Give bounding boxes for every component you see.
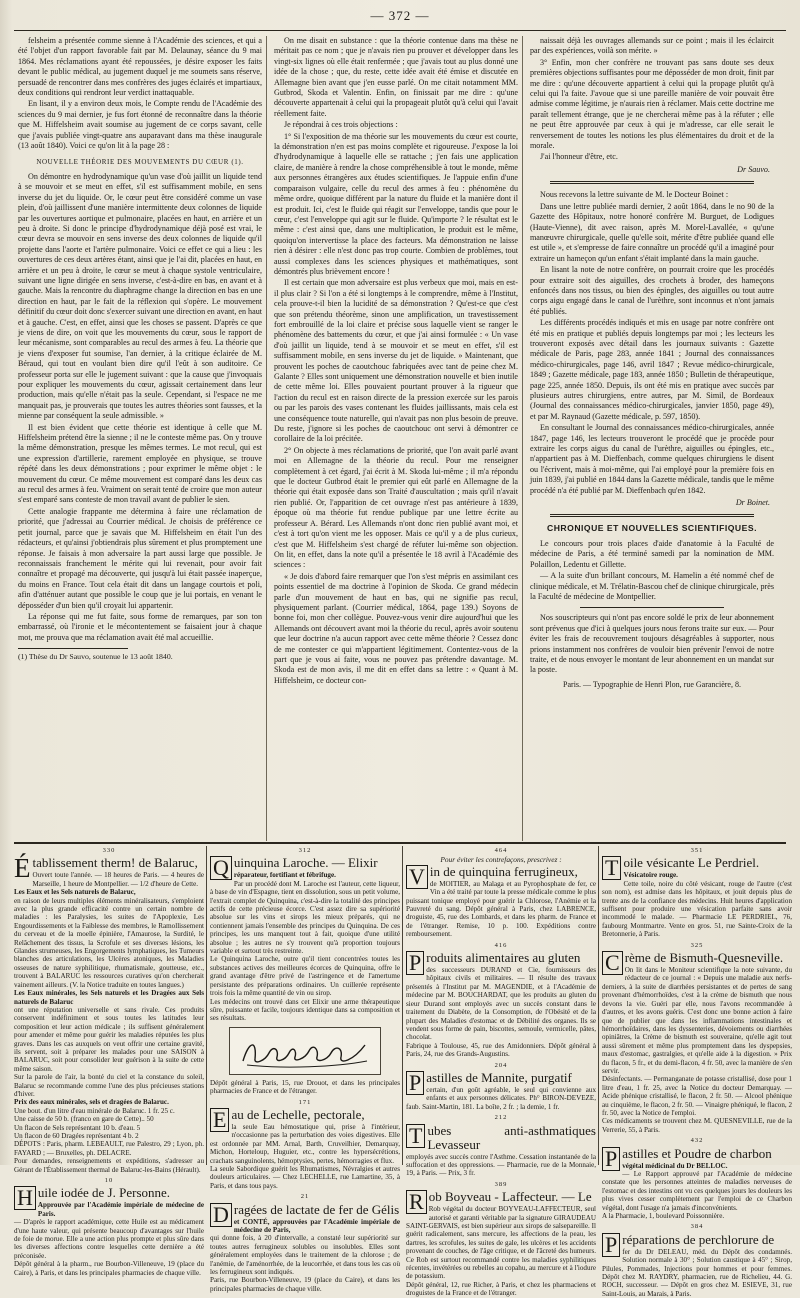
ad-number: 384: [690, 1223, 704, 1231]
ad-depots: DÉPOTS : Paris, pharm. LEBEAULT, rue Palestro, 29 ; Lyon, ph. FAYARD ; — Bruxelles, ph. DELACRE.: [14, 1140, 204, 1157]
dropcap: P: [406, 1071, 424, 1095]
dropcap: R: [406, 1190, 427, 1214]
ad-subtitle: Approuvée par l'Académie impériale de médecine de Paris.: [37, 1201, 204, 1218]
ad-huile-iodee: [14, 1177, 204, 1277]
ad-perchlorure-fer: [602, 1223, 792, 1298]
ad-title-text: ubes anti-asthmatiques Levasseur: [427, 1122, 596, 1152]
ad-title: [602, 1231, 792, 1257]
page-number: — 372 —: [370, 8, 430, 23]
ad-contact: Pour demandes, renseignements et expéditions, s'adresser au Gérant de l'Établissement thermal de Balaruc-les-Bains (Hérault).: [14, 1157, 204, 1174]
ad-depots: Fabrique à Toulouse, 45, rue des Amidonniers. Dépôt général à Paris, 24, rue des Grands-Augustins.: [406, 1041, 596, 1059]
footnote-rule: [18, 648, 128, 649]
ad-title: [406, 1189, 596, 1215]
ad-number: 10: [104, 1177, 114, 1185]
paragraph: Dans une lettre publiée mardi dernier, 2 août 1864, dans le no 90 de la Gazette des Hôpitaux, notre honoré confrère M. Burguet, de Lodigues (Haute-Vienne), dit avec raison, après M. Morel-Lavallée, « qu'une manœuvre chirurgicale, quelle qu'elle soit, mérite d'être publiée quand elle est utile », et s'empresse de faire connaître un procédé qu'il a imaginé pour extraire un hameçon qu'un enfant s'était implanté dans la main gauche.: [530, 201, 774, 263]
dropcap: C: [602, 951, 623, 975]
ad-number: 416: [494, 941, 508, 949]
ad-dragees-gelis: [210, 1193, 400, 1293]
paragraph: Je répondrai à ces trois objections :: [284, 120, 398, 130]
ad-pastilles-mannite: [406, 1062, 596, 1112]
ad-text: qui donne fois, à 20 d'intervalle, a constaté leur supériorité sur toutes autres ferrugineux solubles ou insolubles. Elles sont généralement employées dans le traitement de la chlorose ; de l'anémie, de l'aménorrhée, de la leucorrhée, et dans tous les cas où les ferrugineux sont indiqués.: [210, 1234, 400, 1277]
column-divider: [402, 846, 403, 1165]
ad-title-text: rème de Bismuth-Quesneville.: [624, 950, 784, 966]
ad-title-text: réparations de perchlorure de: [622, 1231, 775, 1247]
ad-price-line: Un flacon de 60 Dragées représentant 4 b. 2: [14, 1132, 139, 1140]
dropcap: E: [210, 1108, 229, 1132]
ad-text: ont une réputation universelle et sans rivale. Ces produits conservent indéfiniment et sous toutes les latitudes leur composition et leur action médicale ; ils suffisent généralement pour amender et même pour guérir les maladies réputées les plus graves. Dans les cas auxquels on veut offrir une certaine gravité, ils servent, soit à préparer les malades pour une SAISON à BALARUC, soit pour consolider leur guérison à la suite de cette même saison.: [14, 1005, 204, 1073]
paragraph: Nos souscripteurs qui n'ont pas encore soldé le prix de leur abonnement sont prévenus que d'ici à quelques jours nous ferons traite sur eux. — Pour éviter les frais de recouvrement toujours désagréables à supporter, nous prions instamment nos confrères de vouloir bien prévenir l'envoi de notre traite, et de nous envoyer le montant de leur abonnement en un mandat sur la poste.: [530, 613, 774, 675]
ad-text: Sur la parole de l'air, la bonté du ciel et la constance du soleil, Balaruc se recommande comme l'une des plus précieuses stations d'hiver.: [14, 1073, 204, 1098]
column-divider: [522, 36, 523, 841]
paragraph: En lisant, il y a environ deux mois, le Compte rendu de l'Académie des sciences du 9 mai dernier, je fus fort étonné de reconnaître dans la théorie que M. Hiffelsheim avait soumise au jugement de ce corps savant, celle que j'avais publiée vingt-quatre ans auparavant dans ma thèse inaugurale (13 août 1840). Voici ce qu'on lit à la page 28 :: [18, 99, 262, 151]
ad-text: On lit dans le Moniteur scientifique la note suivante, du rédacteur de ce journal : « Depuis une maladie aux nerfs-derniers, à la suite de diarrhées persistantes et de pertes de sang provenant d'hémorrhoïdes, c'est à la crème de bismuth que nous devons la vie. Guéri par elle, nous l'avons recommandée à d'autres, et les avons guéris. C'est donc une bonne action à faire que de publier que dans les inflammations intestinales et hémorrhoïdaires, dans les dyssenteries, dévoiements ou diarrhées opiniâtres, la Crème de bismuth est souveraine, qu'elle agit tout aussi sûrement et même plus promptement dans les dyspepsies, maux d'estomac, gastralgies, et qu'elle aide à la digestion. » Prix du flacon, 5 fr., et du demi-flacon, 4 fr. 50, avec la manière de s'en servir.: [602, 966, 792, 1075]
ad-text: — D'après le rapport académique, cette Huile est au médicament d'une haute valeur, qui présente beaucoup d'avantages sur l'huile de foie de morue. Elle a une action plus prompte et plus sûre dans les diverses affections contre lesquelles cette dernière a été préconisée.: [14, 1218, 204, 1260]
ad-text: fer du Dr DELEAU, méd. du Dépôt des condamnés. Solution normale à 30° ; Solution caustique à 45° ; Sirop, Pilules, Pommades, Injections pour hommes et pour femmes. Dépôt chez M. RAYDRY, pharmacien, rue de Richelieu, 44. G. ROCH, successeur. — Dépôt en gros chez M. ESIEVE, 31, rue Saint-Louis, au Marais, à Paris.: [602, 1247, 792, 1298]
ad-produits-gluten: [406, 942, 596, 1059]
ad-price-line: Un flacon de Sels représentant 10 b. d'eau. 5: [14, 1123, 141, 1132]
paragraph: 1° Si l'exposition de ma théorie sur les mouvements du cœur est courte, la démonstration n'en est pas moins complète et rigoureuse. J'expose la loi d'hydrodynamique à laquelle elle se rattache ; j'en fais une application claire, de manière à rendre la chose compréhensible à tout le monde, même aux personnes étrangères aux études scientifiques. Je l'appuie enfin d'une comparaison vulgaire, celle du recul des armes à feu : phénomène du même ordre, quoique différent par la nature du fluide et la manière dont il est produit. Ici, c'est le fluide qui réagit sur l'enveloppe, tandis que pour le cœur, c'est l'enveloppe qui agit sur le fluide. Qu'importe ? le résultat est le même : c'est ainsi que, dans une multiplication, le produit est le même, quoiqu'on intervertisse la place des facteurs. Ma démonstration ne laisse rien à désirer : elle n'est donc pas trop courte. Combien de problèmes, tout aussi complexes dans les sciences physiques et mathématiques, sont démontrés plus brièvement encore !: [274, 131, 518, 276]
signature: Dr Sauvo.: [737, 164, 770, 174]
signature-image: [235, 1031, 375, 1071]
ad-text: Désinfectants. — Permanganate de potasse cristallisé, dose pour 1 litre d'eau, 1 fr. 25, avec la Notice du docteur Demarquay. — Acide phénique cristallisé, le flacon, 2 fr. 50. — Alcool phénique au cinquième, le flacon, 2 fr. 50. — Vinaigre phéniqué, le flacon, 2 fr. 50, avec la Notice de l'emploi.: [602, 1075, 792, 1117]
ad-number: 212: [494, 1114, 508, 1122]
ad-depots: A la Pharmacie, 1, boulevard Poissonnière.: [602, 1212, 725, 1221]
ad-number: 330: [102, 847, 116, 854]
paragraph: naissait déjà les ouvrages allemands sur ce point ; mais il les éclaircit par des expériences, voilà son mérite. »: [530, 36, 774, 56]
paragraph: Le concours pour trois places d'aide d'anatomie à la Faculté de médecine de Paris, a été terminé samedi par la nomination de MM. Polaillon, Ledentu et Gillette.: [530, 538, 774, 569]
ad-intro: Pour éviter les contrefaçons, prescrivez :: [440, 855, 562, 865]
ad-title: [406, 950, 596, 976]
paragraph: 2° On objecte à mes réclamations de priorité, que l'on avait parlé avant moi en Allemagne de la théorie du recul. Pour me renseigner complètement à cet égard, j'ai écrit à M. Skoda lui-même ; il m'a répondu que le docteur Gutbrod était le premier qui eût parlé en Allemagne de la théorie qui était exposée dans son Traité d'auscultation ; mais qu'il n'avait rien publié. Or, l'apparition de cet ouvrage n'est pas antérieure à 1839, époque où ma théorie fut rendue publique par une lettre écrite au professeur A. Bérard. Les Allemands n'ont donc rien publié avant moi, et c'est à tort qu'on vient me les opposer. Mais ce qu'il y a de plus curieux, c'est que M. Hiffelsheim s'est chargé de réfuter lui-même son objection. On lit, en effet, dans la note qu'il a présentée le 18 avril à l'Académie des sciences :: [274, 445, 518, 570]
ad-rob-boyveau: [406, 1181, 596, 1298]
dropcap: Q: [210, 856, 232, 880]
ad-charbon-belloc: [602, 1137, 792, 1220]
ad-title-text: tablissement therm! de Balaruc,: [32, 855, 198, 871]
ad-text: — Le Rapport approuvé par l'Académie de médecine constate que les personnes atteintes de maladies nerveuses de l'estomac et des intestins ont vu ces quelques jours les douleurs les plus vives cesser complètement par l'emploi de ce Charbon végétal, dont l'usage n'a jamais d'inconvénients.: [602, 1170, 792, 1212]
article-column-3: [530, 36, 774, 846]
ad-subtitle: et CONTÉ, approuvées par l'Académie impériale de médecine de Paris,: [233, 1217, 400, 1234]
dropcap: T: [406, 1124, 425, 1148]
ad-number: 21: [300, 1193, 310, 1201]
paragraph: En lisant la note de notre confrère, on pourrait croire que les procédés pour extraire soit des aiguilles, des crochets à broder, des hameçons enfoncés dans nos tissus, ou bien des épingles, des aiguilles ou tout autre corps aigu engagé dans le canal de l'urèthre, sont inconnus et n'ont jamais été publiés.: [530, 265, 774, 316]
handwritten-signature: [229, 1027, 381, 1075]
signature: Dr Boinet.: [735, 498, 770, 508]
ad-subtitle: Les Eaux et les Sels naturels de Balaruc,: [14, 888, 136, 897]
ad-price-line: Une bout. d'un litre d'eau minérale de Balaruc. 1 fr. 25 c.: [14, 1106, 175, 1115]
ad-number: 351: [690, 847, 704, 854]
paragraph: Il est bien évident que cette théorie est identique à celle que M. Hiffelsheim prétend être la sienne ; il ne le conteste même pas. On y trouve la même démonstration, presque les mêmes termes. Le mot recul, qui est une expression d'artillerie, rarement employée en physique, se trouve répété dans les deux démonstrations ; pour exprimer le même objet : le mouvement du cœur. Ce même mouvement est comparé dans les deux cas au recul des armes à feu. Vraiment on serait tenté de croire que mon auteur s'est emparé sans conteste de mon travail avant de publier le sien.: [18, 422, 262, 505]
ad-title-text: roduits alimentaires au gluten: [426, 950, 581, 966]
ad-text: Ouvert toute l'année. — 18 heures de Paris. — 4 heures de Marseille, 1 heure de Montpellier. — 1/2 d'heure de Cette.: [32, 871, 204, 888]
paragraph: On me disait en substance : que la théorie contenue dans ma thèse ne méritait pas ce nom ; que je n'avais rien pu prouver et développer dans les vingt-six lignes où elle était renfermée ; que j'avais tout au plus donné une idée de la chose ; que, du reste, cette idée avait été émise et discutée en Allemagne bien avant que j'en eusse parlé. On me citait notamment MM. Gutbrod, Skoda et Valentin. Enfin, on finissait par me dire : qu'une découverte appartenait à celui qui la propageait plutôt qu'à celui qui l'avait réellement faite.: [274, 36, 518, 118]
ad-depots: Dépôt général, 12, rue Richer, à Paris, et chez les pharmaciens et droguistes de la France et de l'étranger.: [406, 1280, 596, 1298]
ad-number: 389: [494, 1180, 508, 1188]
dropcap: D: [210, 1203, 232, 1227]
ad-text: Le Quinquina Laroche, outre qu'il tient concentrées toutes les substances actives des meilleures écorces de Quinquina, offre le grand avantage d'être privé de l'astringence et de l'amertume persistante des préparations ordinaires. Un cuillerée représente trois fois la même quantité de vin ou sirop.: [210, 955, 400, 998]
ad-depots: Ces médicaments se trouvent chez M. QUESNEVILLE, rue de la Verrerie, 55, à Paris.: [602, 1117, 792, 1134]
paragraph: Il est certain que mon adversaire est plus verbeux que moi, mais en est-il plus clair ? Si l'on a été si longtemps à le comprendre, même à l'Institut, cela prouve-t-il bien la lucidité de sa démonstration ? Qu'est-ce que c'est que son prétendu théorème, sinon une amplification, un travestissement fort embrouillé de la loi claire et précise sous laquelle vient se ranger le phénomène des battements du cœur, et que j'ai ainsi formulée : « Un vase d'où jaillit un liquide, tend à se mouvoir et se meut en effet, s'il est suffisamment mobile, en sens inverse du jet de liquide. » Maintenant, que prouvent les poches de caoutchouc fabriquées avec tant de peine chez M. Galante ? Elles sont uniquement une démonstration nouvelle et bien inutile de cette même loi. Elles pouvaient pourtant prouver à la rigueur que l'action du recul est en raison directe de la pression exercée sur les parois ou par les parois des vases contenant les fluides jaillissants, mais cela est une conséquence toute naturelle, qui n'avait pas non plus besoin de preuve. Du reste, j'ignore si les poches de caoutchouc ont servi à démontrer ce corollaire de la loi précitée.: [274, 278, 518, 444]
ad-quinquina-laroche: [210, 847, 400, 1096]
ad-title: [406, 863, 596, 889]
ad-title-text: astilles et Poudre de charbon: [622, 1145, 772, 1161]
ad-tubes-levasseur: [406, 1114, 596, 1178]
paragraph: On démontre en hydrodynamique qu'un vase d'où jaillit un liquide tend à se mouvoir et se meut en effet, s'il est suffisamment mobile, en sens inverse du jet du liquide. Or, le cœur peut être considéré comme un vase plein, d'où jaillissent d'une manière intermittente deux colonnes de liquide par les ouvertures aortique et pulmonaire, placées en haut, en arrière et un peu à droite. Si donc le principe d'hydrodynamique déjà posé est vrai, le cœur devra se mouvoir en sens inverse des deux colonnes de liquide qu'il projette dans l'aorte et l'artère pulmonaire. Voici ce effet ce qui a lieu : les ouvertures de ces deux artères étant, ainsi que je l'ai dit, placées en haut, en arrière et un peu à droite, le cœur se meut à chaque systole ventriculaire, suivant une ligne dirigée en sens inverse, c'est-à-dire en bas, en avant et à gauche. Mais la rencontre du diaphragme change la direction en bas en une direction en haut, par le fait de la réflexion qui s'opère. Le mouvement définitif du cœur doit donc s'exercer suivant une direction en avant, en haut et à gauche. C'est, en effet, ainsi que les choses se passent. D'après ce que je viens de dire, on voit que les mouvements du cœur, sous le rapport de leur mécanisme, sont comparables au recul des armes à feu. La théorie que je viens d'exposer fut soumise, l'an dernier, à la critique éclairée de M. Béraud, qui tout en voulant bien dire qu'il l'eût à son auditoire. Ce professeur porta sur elle le jugement suivant : que la cause que j'invoquais pour expliquer les mouvements du cœur, agissait certainement dans leur production, mais qu'elle n'était pas la seule. Cependant, si l'espace ne me manquait pas, je prouverais que toutes les autres théories sont fausses, et la mienne par conséquent la seule admissible. »: [18, 171, 262, 421]
ad-toile-vesicante: [602, 847, 792, 939]
ad-text: de MOITIER, au Malaga et au Pyrophosphate de fer, ce Vin a été traité par toute la presse médicale comme le plus puissant tonique employé pour guérir la Chlorose, l'Anémie et la Pauvreté du sang. Dépôt général à Paris, chez LABRENCE, droguiste, 45, rue des Lombards, et dans les pharm. de France et de l'étranger. Remise, 10 p. 100. Expéditions contre remboursement.: [406, 879, 596, 939]
footnote: (1) Thèse du Dr Sauvo, soutenue le 13 août 1840.: [18, 652, 173, 662]
ad-number: 432: [690, 1137, 704, 1145]
paragraph: Cette analogie frappante me détermina à faire une réclamation de priorité, que j'adressai au Courrier médical. Je choisis de préférence ce petit journal, parce que je savais que M. Hiffelsheim en était l'un des rédacteurs, et qu'ainsi j'obtiendrais plus sûrement et plus promptement une réponse. Je faisais à mon adversaire la part aussi large que possible. Je reconnaissais franchement le mérite qui lui revenait, pour avoir fait connaître et propagé ma découverte, qui jusqu'à lui était passée inaperçue, du moins en France. Tout cela était dit dans un langage courtois et poli, afin d'atténuer autant que possible le coup que je lui portais, en venant le déposséder d'un bien qu'il croyait lui appartenir.: [18, 506, 262, 610]
ads-column-3: [406, 846, 596, 1298]
ad-title-text: in de quinquina ferrugineux,: [429, 863, 578, 879]
article-column-2: [274, 36, 518, 846]
column-divider: [266, 36, 267, 841]
ad-text: Par un procédé dont M. Laroche est l'auteur, cette liqueur, à base de vin d'Espagne, tient en dissolution, sous un petit volume, l'extrait complet de Quinquina, c'est-à-dire la totalité des principes actifs de cette précieuse écorce. C'est assez dire sa supériorité absolue sur les vins et sirops les mieux préparés, qui ne contiennent jamais l'ensemble des principes du Quinquina. De ces principes, les uns manquent tout à fait, quoique d'une utilité absolue ; les autres ne s'y trouvent qu'à proportion toujours variable et surtout très restreinte.: [210, 879, 400, 956]
ad-balaruc: [14, 847, 204, 1174]
ad-title-text: uinquina Laroche. — Elixir: [233, 855, 378, 871]
paragraph: 3° Enfin, mon cher confrère ne trouvant pas sans doute ses deux premières objections suffisantes pour me déposséder de mon droit, finit par me dire : qu'une découverte appartient à celui qui la propage plutôt qu'à celui qui l'a faite. J'avoue que si une pareille manière de voir pouvait être admise comme légitime, je n'aurais rien à réclamer. Mais cette doctrine me paraît tellement étrange, que je ne chercherai même pas à la réfuter ; elle ne peut être approuvée par ceux à qui je m'adresse, car elle serait le renversement de toutes les notions les plus élémentaires du droit et de la morale.: [530, 57, 774, 151]
ad-text: employés avec succès contre l'Asthme. Cessation instantanée de la suffocation et des oppressions. — Pharmacie, rue de la Monnaie, 19, à Paris. — Prix, 3 fr.: [406, 1152, 596, 1178]
dropcap: P: [406, 951, 424, 975]
ad-title: [406, 1124, 596, 1152]
ad-number: 464: [494, 847, 508, 854]
ad-text: des successeurs DURAND et Cie, fournisseurs des hôpitaux civils et militaires. — Il résulte des travaux présentés à l'Institut par M. MAGENDIE, et à l'Académie de médecine par M. BOUCHARDAT, que les produits au gluten du sieur Durand sont employés avec un succès constant dans le traitement du Diabète, de la Consomption, de l'Obésité et de la plupart des Maladies d'estomac et de Débilité des organes. Ils se vendent sous forme de pain, biscottes, semoule, vermicelle, pâtes, chocolat.: [406, 966, 596, 1042]
ad-title: [602, 950, 792, 976]
ad-eau-lechelle: [210, 1099, 400, 1191]
column-divider: [598, 846, 599, 1165]
ad-title-text: astilles de Mannite, purgatif: [426, 1069, 572, 1085]
dropcap: É: [14, 853, 31, 884]
paragraph: La réponse qui me fut faite, sous forme de remarques, par son ton embarrassé, où l'ironie et le mécontentement se faisaient jour à chaque mot, me prouva que ma réclamation avait été mal accueillie.: [18, 611, 262, 642]
ads-column-2: [210, 846, 400, 1293]
ad-text: certain, d'un goût agréable, le seul qui convienne aux enfants et aux personnes délicates. Ph° BIRON-DEVEZE, faub. Saint-Martin, 181. La boîte, 2 fr. ; la demie, 1 fr.: [406, 1085, 596, 1111]
dropcap: P: [602, 1147, 620, 1171]
ad-title-text: oile vésicante Le Perdriel.: [623, 855, 760, 871]
ad-depots: Dépôt général à la pharm., rue Bourbon-Villeneuve, 19 (place du Caire), à Paris, et dans les principales pharmacies de chaque ville.: [14, 1260, 204, 1277]
ad-subtitle: Vésicatoire rouge.: [623, 871, 678, 880]
ad-subtitle: réparateur, fortifiant et fébrifuge.: [233, 871, 336, 880]
ad-number: 171: [298, 1098, 312, 1106]
ad-subtitle: Les Eaux minérales, les Sels naturels et les Dragées aux Sels naturels de Balaruc: [14, 989, 204, 1006]
dropcap: T: [602, 856, 621, 880]
double-rule: [550, 514, 754, 517]
ad-title-text: au de Lechelle, pectorale,: [231, 1106, 365, 1122]
section-title: NOUVELLE THÉORIE DES MOUVEMENTS DU CŒUR (1).: [36, 158, 244, 167]
paragraph: En consultant le Journal des connaissances médico-chirurgicales, année 1847, page 146, les lecteurs trouveront le procédé que je procède pour extraire les corps aigus du canal de l'urèthre, aiguilles ou épingles, etc., n'appartient pas à M. Dieffenbach, comme quelques chirurgiens le disent ou l'écrivent, mais à moi-même, qui l'ai employé pour la première fois en juin 1839, j'ai publié en 1844 dans la Gazette médicale, tandis que le même procédé n'a été publié par M. Dieffenbach qu'en 1842.: [530, 423, 774, 495]
ad-number: 204: [494, 1061, 508, 1069]
ad-number: 312: [298, 847, 312, 854]
chronicle-title: CHRONIQUE ET NOUVELLES SCIENTIFIQUES.: [547, 523, 757, 534]
ad-text: Rob végétal du docteur BOYVEAU-LAFFECTEUR, seul autorisé et garanti véritable par la signature GIRAUDEAU SAINT-GERVAIS, est bien supérieur aux sirops de salsepareille. Il guérit radicalement, sans mercure, les affections de la peau, les dartres, les scrofules, les suites de gale, les ulcères et les accidents provenant de couches, de l'âge critique, et de l'âcreté des humeurs. Ce Rob est surtout recommandé contre les maladies syphilitiques récentes, invétérées ou rebelles au copahu, au mercure et à l'iodure de potassium.: [406, 1205, 596, 1281]
ad-depots: Dépôt général à Paris, 15, rue Drouot, et dans les principales pharmacies de France et de l'étranger.: [210, 1078, 400, 1096]
ad-depots: Paris, rue Bourbon-Villeneuve, 19 (place du Caire), et dans les principales pharmacies de chaque ville.: [210, 1276, 400, 1293]
ad-subtitle: végétal médicinal du Dr BELLOC.: [622, 1161, 728, 1170]
ad-creme-bismuth: [602, 942, 792, 1135]
ads-column-1: [14, 846, 204, 1277]
ad-title: [406, 1069, 596, 1095]
column-divider: [206, 846, 207, 1165]
ad-title-text: ob Boyveau - Laffecteur. — Le: [428, 1189, 592, 1205]
ad-text: La seule Sabordique guérit les Rhumatismes, Névralgies et autres douleurs articulaires. — Chez LECHELLE, rue Lamartine, 35, à Paris, et dans tous pays.: [210, 1164, 400, 1190]
paragraph: « Je dois d'abord faire remarquer que l'on s'est mépris en assimilant ces points essentiel de ma doctrine à l'opinion de Skoda. Ce grand médecin parle d'un mouvement de haut en bas, qui ne signifie pas recul, physiquement parlant. (Courrier médical, 1864, page 139.) Soyons de bonne foi, mon cher collègue. Pouvez-vous venir dire aujourd'hui que les Allemands ont découvert avant moi la théorie du recul, après avoir soutenu que leur doctrine n'a aucun rapport avec cette même théorie ? Cessez donc de me contester ce qui m'appartient légitimement. Contentez-vous de la part que je vous ai faite, vous ne pouvez pas prétendre davantage. M. Skoda est de mon avis, il me dit en effet dans sa lettre : « Quant à M. Hiffelsheim, ce docteur con-: [274, 571, 518, 685]
ad-text: Les médecins ont trouvé dans cet Elixir une arme thérapeutique sûre, puissante et facile, toujours identique dans sa composition et ses résultats.: [210, 997, 400, 1023]
dropcap: H: [14, 1186, 36, 1210]
section-divider: [14, 842, 786, 844]
paragraph: J'ai l'honneur d'être, etc.: [540, 152, 618, 162]
ad-text: la seule Eau hémostatique qui, prise à l'intérieur, n'occasionne pas la perturbation des voies digestives. Elle est ordonnée par MM. Arnal, Barth, Cruveilhier, Demarquay, Michon, Horteloup, Huguier, etc., contre les hypersécrétions, crachats sanguinolents, hémoptysies, pertes, hémorragies et flux.: [210, 1122, 400, 1165]
top-rule: [14, 30, 786, 31]
ad-title-text: ragées de lactate de fer de Gélis: [233, 1201, 400, 1217]
paragraph: Nous recevons la lettre suivante de M. le Docteur Boinet :: [540, 190, 729, 200]
ad-number: 325: [690, 941, 704, 949]
ad-vin-quinquina: [406, 847, 596, 939]
ad-title-text: uile iodée de J. Personne.: [37, 1185, 171, 1201]
paragraph: Les différents procédés indiqués et mis en usage par notre confrère ont été mis en pratique et publiés depuis longtemps par moi ; les lecteurs les trouveront exposés avec détail dans les journaux suivants : Gazette médicale de Paris, page 283, année 1841 ; Journal des connaissances médico-chirurgicales, page 146, avril 1847 ; Revue médico-chirurgicale, 1849 ; Gazette médicale, page 183, année 1850 ; Bulletin de thérapeutique, page 225, année 1850. Depuis, ils ont été mis en pratique avec succès par plusieurs autres chirurgiens, entre autres, par M. Simil, de Bordeaux (Journal des connaissances médico-chirurgicales, janvier 1850, page 49), et par M. Raynaud (Gazette médicale, p. 597, 1850).: [530, 318, 774, 421]
paragraph: felsheim a présentée comme sienne à l'Académie des sciences, et qui a été l'objet d'un rapport favorable fait par M. Delaunay, séance du 9 mai 1864. Mes réclamations ayant été repoussées, je désire exposer les faits devant le public médical, au jugement duquel je me soumets sans réserve, persuadé de rencontrer dans mes confrères des juges éclairés et impartiaux, deux conditions qui rendront leur verdict inattaquable.: [18, 36, 262, 98]
double-rule: [550, 181, 754, 184]
ad-text: en raison de leurs multiples éléments minéralisateurs, s'emploient avec la plus grande efficacité contre un certain nombre de maladies : les Paralysies, les suites de l'Apoplexie, Les Engourdissements et la Faiblesse des membres, le Ramollissement du cerveau et de la moelle épinière, l'Amaurose, la Surdité, le Relâchement des tissus, la Scrofule et ses diverses lésions, les Glandes strumeuses, les Engorgements lymphatiques, les Tumeurs blanches des articulations, les Ulcères atoniques, les Maladies osseuses de nature syphilitique, rhumatismale, goutteuse, etc., trouvent à BALARUC les ressources curatives qu'on chercherait vainement ailleurs. (V. la Notice traduite en toutes langues.): [14, 896, 204, 989]
rule: [580, 607, 724, 608]
ad-prices-title: Prix des eaux minérales, sels et dragées de Balaruc.: [14, 1098, 169, 1107]
article-column-1: [18, 36, 262, 846]
ad-title: [210, 1106, 400, 1132]
paragraph: — A la suite d'un brillant concours, M. Hamelin a été nommé chef de clinique médicale, et M. Trélatin-Bascou chef de clinique chirurgicale, près la Faculté de médecine de Montpellier.: [530, 571, 774, 601]
ad-price-line: Une caisse de 50 b. (franco en gare de Cette).. 50: [14, 1115, 154, 1124]
dropcap: P: [602, 1233, 620, 1257]
printer-line: Paris. — Typographie de Henri Plon, rue Garancière, 8.: [563, 679, 741, 689]
ads-column-4: [602, 846, 792, 1298]
dropcap: V: [406, 865, 428, 889]
ad-text: Cette toile, noire du côté vésicant, rouge de l'autre (c'est son nom), est admise dans les hôpitaux, et jouit depuis plus de trente ans de la confiance des médecins. Huit heures d'application suffisent pour produire une vésication parfaite sans avoir incommodé le malade. — Pharmacie LE PERDRIEL, 76, faubourg Montmartre. Vente en gros. 51, rue Sainte-Croix de la Bretonnerie, à Paris.: [602, 879, 792, 939]
